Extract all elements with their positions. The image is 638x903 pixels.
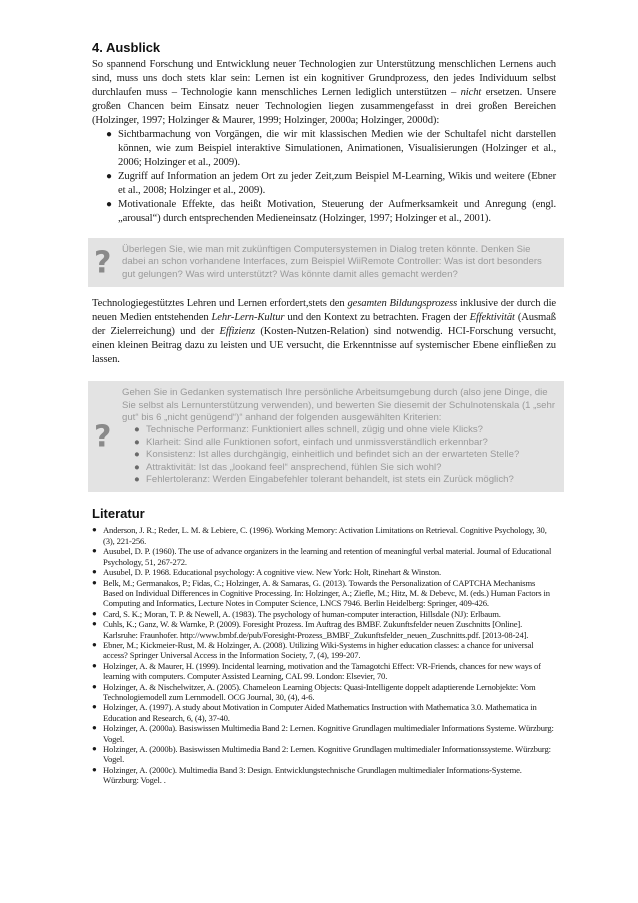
bullet-icon: ●	[106, 171, 112, 182]
ausblick-intro: So spannend Forschung und Entwicklung neuer Technologien zur Unterstützung menschlichen Lernens auch sind, muss uns doch stets klar sein: Lernen ist ein kognitiver Grundprozess, den jedes Individuum selbst durchlaufen muss – Technologie kann menschliches Lernen lediglich unterstützen – nicht ersetzen. Unsere großen Chancen beim Einsatz neuer Technologien liegen zusammengefasst in drei großen Bereichen (Holzinger, 1997; Holzinger & Maurer, 1999; Holzinger, 2000a; Holzinger, 2000d):	[92, 59, 556, 126]
task-intro: Gehen Sie in Gedanken systematisch Ihre persönliche Arbeitsumgebung durch (also jene Dinge, die Sie selbst als Lernunterstützung verwenden), und bewerten Sie diesemit der Schulnotenskala (1 „sehr gut“ bis 6 „nicht genügend“)“ anhand der folgenden ausgewählten Kriterien:	[122, 387, 556, 424]
list-item: ● Technische Performanz: Funktioniert alles schnell, zügig und ohne viele Klicks?	[134, 424, 484, 436]
bullet-icon: ●	[92, 702, 97, 712]
bullet-icon: ●	[106, 129, 112, 140]
bullet-icon: ●	[92, 546, 97, 556]
reference-item: ● Holzinger, A. & Maurer, H. (1999). Incidental learning, motivation and the Tamagotchi Effect: VR-Friends, chances for new ways of learning with computers. Computer Assisted Learning, CAL 99. London: Elsevier, 70.	[92, 660, 541, 682]
bullet-icon: ●	[92, 681, 97, 691]
bullet-icon: ●	[134, 436, 140, 448]
reference-item: ● Belk, M.; Germanakos, P.; Fidas, C.; Holzinger, A. & Samaras, G. (2013). Towards the Personalization of CAPTCHA Mechanisms Based on Individual Differences in Cognitive Processing. In: Holzinger, A.; Ziefle, M.; Hitz, M. & Debevc, M. (eds.) Human Factors in Computing and Informatics, Lecture Notes in Computer Science, LNCS 7946. Berlin Heidelberg: Springer, 409-426.	[92, 577, 550, 609]
list-item: ● Attraktivität: Ist das „lookand feel“ ansprechend, fühlen Sie sich wohl?	[134, 461, 442, 473]
list-item: ● Motivationale Effekte, das heißt Motivation, Steuerung der Aufmerksamkeit und Anregung (engl. „arousal“) durch entsprechenden Medieneinsatz (Holzinger, 1997; Holzinger et al., 2001).	[106, 199, 556, 224]
reference-item: ● Ausubel, D. P. (1960). The use of advance organizers in the learning and retention of meaningful verbal material. Journal of Educational Psychology, 51, 267-272.	[92, 546, 552, 567]
reference-item: ● Holzinger, A. (2000a). Basiswissen Multimedia Band 2: Lernen. Kognitive Grundlagen multimedialer Informations Systeme. Würzburg: Vogel.	[92, 723, 554, 744]
bullet-icon: ●	[134, 424, 140, 436]
list-item: ● Fehlertoleranz: Werden Eingabefehler tolerant behandelt, ist stets ein Zurück möglich?	[134, 474, 514, 486]
bullet-icon: ●	[92, 608, 97, 618]
bullet-icon: ●	[92, 660, 97, 670]
document-page	[92, 40, 556, 786]
task-text: Überlegen Sie, wie man mit zukünftigen Computersystemen in Dialog treten könnte. Denken Sie dabei an schon vorhandene Interfaces, zum Beispiel WiiRemote Controller: Was ist dort besonders gut gelungen? Was wird unterstützt? Was könnte damit alles gemacht werden?	[122, 244, 542, 280]
reference-item: ● Card, S. K.; Moran, T. P. & Newell, A. (1983). The psychology of human-computer interaction, Hillsdale (NJ): Erlbaum.	[92, 608, 501, 619]
reference-item: ● Ausubel, D. P. 1968. Educational psychology: A cognitive view. New York: Holt, Rinehart & Winston.	[92, 567, 441, 578]
reference-item: ● Holzinger, A. (1997). A study about Motivation in Computer Aided Mathematics Instruction with Mathematica 3.0. Mathematica in Education and Research, 6, (4), 37-40.	[92, 702, 537, 723]
bildungsprozess-paragraph: Technologiegestütztes Lehren und Lernen erfordert,stets den gesamten Bildungsprozess inklusive der durch die neuen Medien entstehenden Lehr-Lern-Kultur und den Kontext zu betrachten. Fragen der Effektivität (Ausmaß der Zielerreichung) und der Effizienz (Kosten-Nutzen-Relation) sind notwendig. HCI-Forschung versucht, einen kleinen Beitrag dazu zu leisten und UE versucht, die Erkenntnisse auf systemischer Ebene einfließen zu lassen.	[92, 298, 557, 366]
reference-list	[92, 525, 556, 785]
reference-item: ● Holzinger, A. (2000b). Basiswissen Multimedia Band 2: Lernen. Kognitive Grundlagen multimedialer Informationssysteme. Würzburg: Vogel.	[92, 744, 551, 765]
reference-item: ● Anderson, J. R.; Reder, L. M. & Lebiere, C. (1996). Working Memory: Activation Limitations on Retrieval. Cognitive Psychology, 30, (3), 221-256.	[92, 525, 547, 546]
bullet-icon: ●	[92, 525, 97, 535]
bullet-icon: ●	[106, 199, 112, 210]
list-item: ● Klarheit: Sind alle Funktionen sofort, einfach und unmissverständlich erkennbar?	[134, 436, 488, 448]
list-item: ● Zugriff auf Information an jedem Ort zu jeder Zeit,zum Beispiel M-Learning, Wikis und weitere (Ebner et al., 2008; Holzinger et al., 2009).	[106, 171, 556, 196]
bullet-icon: ●	[134, 449, 140, 461]
criteria-list	[134, 424, 556, 486]
bullet-icon: ●	[92, 619, 97, 629]
task-content	[122, 381, 564, 492]
section-title-ausblick: 4. Ausblick	[92, 40, 161, 55]
question-mark-icon: ?	[94, 245, 112, 281]
reference-item: ● Holzinger, A. (2000c). Multimedia Band 3: Design. Entwicklungstechnische Grundlagen multimedialer Informations-Systeme. Würzburg: Vogel. .	[92, 764, 522, 786]
reference-item: ● Holzinger, A. & Nischelwitzer, A. (2005). Chameleon Learning Objects: Quasi-Intelligente doppelt adaptierende Lernobjekte: Vom Technologiemodell zum Lernmodell. OCG Journal, 30, (4), 4-6.	[92, 681, 536, 702]
bullet-icon: ●	[92, 577, 97, 587]
bullet-icon: ●	[92, 723, 97, 733]
list-item: ● Konsistenz: Ist alles durchgängig, einheitlich und befindet sich an der erwarteten Stelle?	[134, 449, 520, 461]
bullet-icon: ●	[92, 764, 97, 774]
bullet-icon: ●	[134, 474, 140, 486]
bullet-icon: ●	[92, 567, 97, 577]
bullet-icon: ●	[92, 639, 97, 649]
reflection-task-box-2	[88, 381, 564, 492]
section-title-literatur: Literatur	[92, 506, 145, 522]
question-mark-icon: ?	[94, 419, 112, 455]
reflection-task-box-1	[88, 238, 564, 287]
bullet-icon: ●	[134, 461, 140, 473]
bullet-icon: ●	[92, 744, 97, 753]
reference-item: ● Ebner, M.; Kickmeier-Rust, M. & Holzinger, A. (2008). Utilizing Wiki-Systems in higher education classes: a chance for universal access? Springer Universal Access in the Information Society, 7, (4), 199-207.	[92, 639, 534, 661]
list-item: ● Sichtbarmachung von Vorgängen, die wir mit klassischen Medien wie der Schultafel nicht darstellen können, wie zum Beispiel interaktive Simulationen, Animationen, Visualisierungen (Holzinger et al., 2006; Holzinger et al., 2009).	[106, 129, 556, 168]
ausblick-bullet-list	[106, 128, 556, 226]
reference-item: ● Cuhls, K.; Ganz, W. & Warnke, P. (2009). Foresight Prozess. Im Auftrag des BMBF. Zukunftsfelder neuen Zuschnitts [Online]. Karlsruhe: Fraunhofer. http://www.bmbf.de/pub/Foresight-Prozess_BMBF_Zukunftsfelder_neuen_Zuschnitts.pdf. [2013-08-24].	[92, 619, 529, 640]
